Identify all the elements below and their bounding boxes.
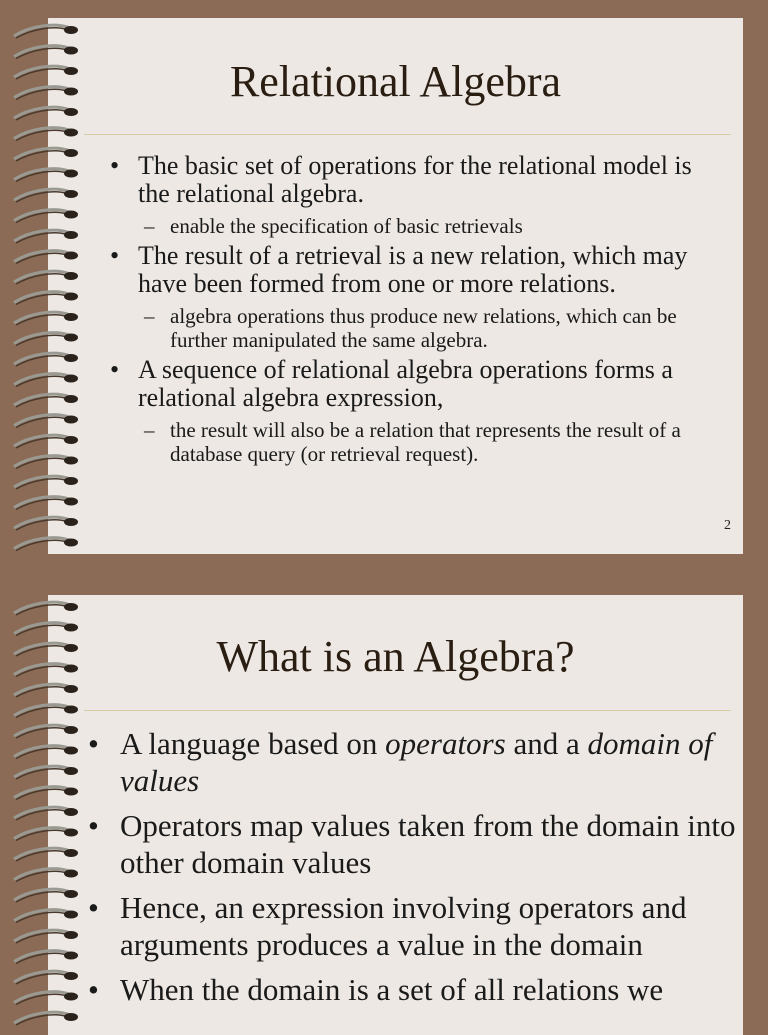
bullet: • The result of a retrieval is a new relation, which may have been formed from one or more relations. bbox=[110, 242, 730, 298]
bullet: • A sequence of relational algebra operations forms a relational algebra expression, bbox=[110, 356, 730, 412]
page-number: 2 bbox=[724, 518, 731, 533]
binder-rings-icon bbox=[0, 595, 90, 1035]
slide-title: What is an Algebra? bbox=[216, 632, 575, 681]
binder-rings-icon bbox=[0, 18, 90, 554]
bullet: • Operators map values taken from the domain into other domain values bbox=[88, 807, 738, 881]
bullet: • Hence, an expression involving operators and arguments produces a value in the domain bbox=[88, 889, 738, 963]
slide-body bbox=[110, 148, 730, 470]
bullet: • The basic set of operations for the relational model is the relational algebra. bbox=[110, 152, 730, 208]
bullet: • When the domain is a set of all relations we bbox=[88, 971, 738, 1008]
title-divider bbox=[84, 710, 731, 711]
sub-bullet: – algebra operations thus produce new relations, which can be further manipulated the same algebra. bbox=[110, 304, 730, 352]
slide-2 bbox=[48, 595, 743, 1035]
slide-title: Relational Algebra bbox=[229, 57, 562, 106]
sub-bullet: – enable the specification of basic retrievals bbox=[110, 214, 730, 238]
sub-bullet: – the result will also be a relation that represents the result of a database query (or retrieval request). bbox=[110, 418, 730, 466]
slide-body bbox=[88, 725, 738, 1016]
bullet: • A language based on operators and a domain of values bbox=[88, 725, 738, 799]
title-divider bbox=[84, 134, 731, 135]
slide-1 bbox=[48, 18, 743, 554]
